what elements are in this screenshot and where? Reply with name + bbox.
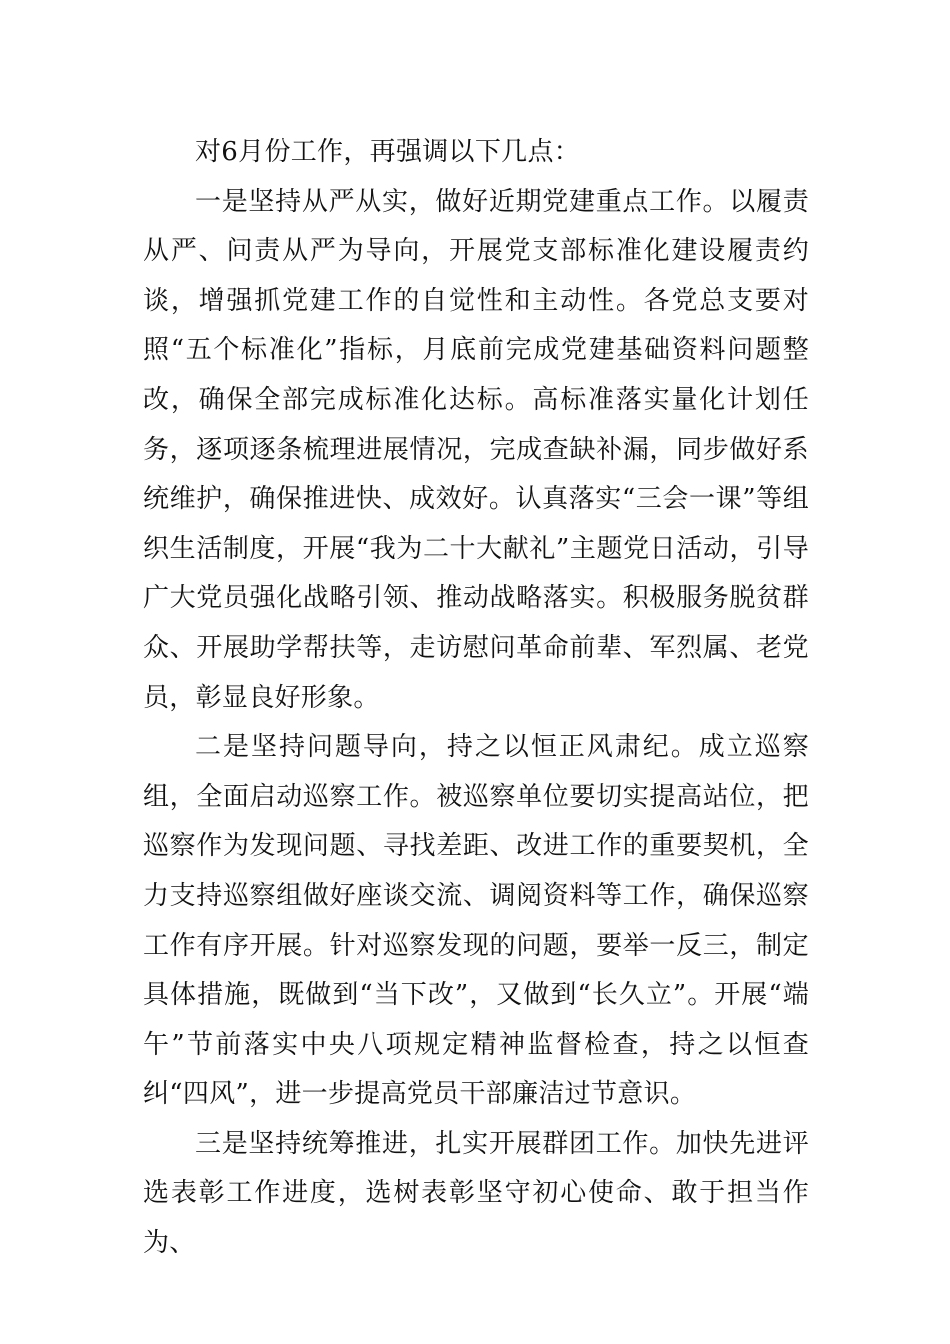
paragraph-point-three: 三是坚持统筹推进，扎实开展群团工作。加快先进评选表彰工作进度，选树表彰坚守初心使命、敢于担当作为、 [143,1128,809,1259]
document-body [143,128,809,1269]
paragraph-point-one: 一是坚持从严从实，做好近期党建重点工作。以履责从严、问责从严为导向，开展党支部标准化建设履责约谈，增强抓党建工作的自觉性和主动性。各党总支要对照“五个标准化”指标，月底前完成党建基础资料问题整改，确保全部完成标准化达标。高标准落实量化计划任务，逐项逐条梳理进展情况，完成查缺补漏，同步做好系统维护，确保推进快、成效好。认真落实“三会一课”等组织生活制度，开展“我为二十大献礼”主题党日活动，引导广大党员强化战略引领、推动战略落实。积极服务脱贫群众、开展助学帮扶等，走访慰问革命前辈、军烈属、老党员，彰显良好形象。 [143,186,809,713]
paragraph-intro: 对6月份工作，再强调以下几点： [195,137,581,167]
paragraph-point-two: 二是坚持问题导向，持之以恒正风肃纪。成立巡察组，全面启动巡察工作。被巡察单位要切实提高站位，把巡察作为发现问题、寻找差距、改进工作的重要契机，全力支持巡察组做好座谈交流、调阅资料等工作，确保巡察工作有序开展。针对巡察发现的问题，要举一反三，制定具体措施，既做到“当下改”，又做到“长久立”。开展“端午”节前落实中央八项规定精神监督检查，持之以恒查纠“四风”，进一步提高党员干部廉洁过节意识。 [143,732,809,1110]
